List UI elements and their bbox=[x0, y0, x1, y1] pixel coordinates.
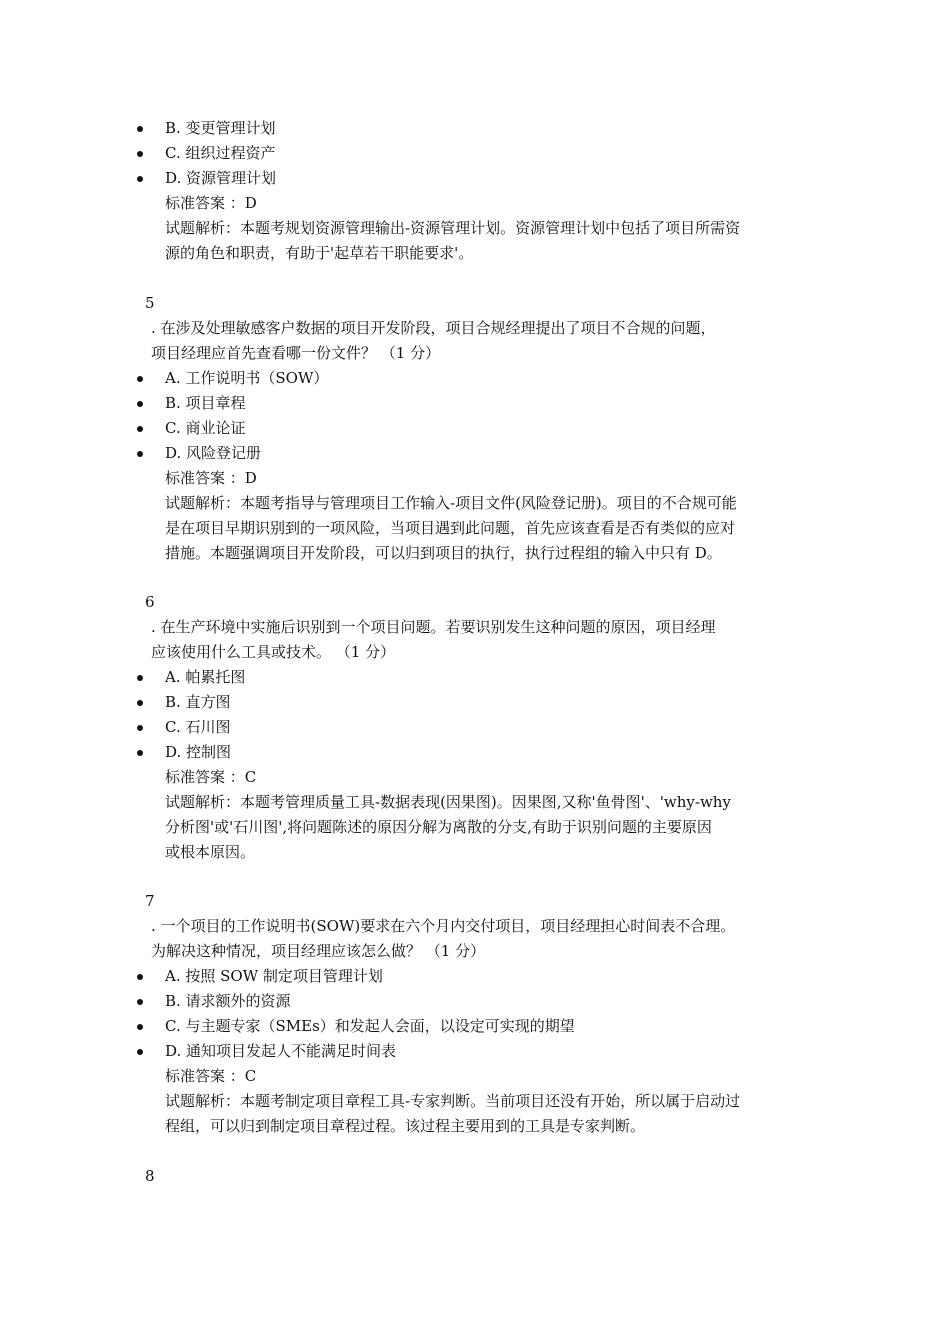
question-number: 7 bbox=[145, 892, 155, 910]
bullet-dot bbox=[137, 725, 143, 731]
bullet-dot bbox=[137, 999, 143, 1005]
question-text: . 一个项目的工作说明书(SOW)要求在六个月内交付项目，项目经理担心时间表不合理。 bbox=[151, 917, 736, 935]
option-c[interactable]: C. 商业论证 bbox=[165, 419, 246, 437]
option-d[interactable]: D. 资源管理计划 bbox=[165, 169, 277, 187]
explanation-line: 试题解析：本题考规划资源管理输出-资源管理计划。资源管理计划中包括了项目所需资 bbox=[165, 219, 741, 237]
option-d[interactable]: D. 通知项目发起人不能满足时间表 bbox=[165, 1042, 397, 1060]
option-b[interactable]: B. 请求额外的资源 bbox=[165, 992, 291, 1010]
option-a[interactable]: A. 按照 SOW 制定项目管理计划 bbox=[165, 967, 383, 985]
standard-answer: 标准答案 ：C bbox=[165, 768, 257, 786]
question-number: 8 bbox=[145, 1167, 155, 1185]
question-number: 5 bbox=[145, 294, 155, 312]
explanation-line: 是在项目早期识别到的一项风险，当项目遇到此问题，首先应该查看是否有类似的应对 bbox=[165, 519, 736, 537]
explanation-line: 措施。本题强调项目开发阶段，可以归到项目的执行，执行过程组的输入中只有 D。 bbox=[165, 544, 722, 562]
explanation-line: 试题解析：本题考指导与管理项目工作输入-项目文件(风险登记册)。项目的不合规可能 bbox=[165, 494, 737, 512]
bullet-dot bbox=[137, 151, 143, 157]
bullet-dot bbox=[137, 376, 143, 382]
bullet-dot bbox=[137, 974, 143, 980]
bullet-dot bbox=[137, 1049, 143, 1055]
option-b[interactable]: B. 变更管理计划 bbox=[165, 119, 276, 137]
explanation-line: 源的角色和职责，有助于'起草若干职能要求'。 bbox=[165, 244, 474, 262]
option-b[interactable]: B. 直方图 bbox=[165, 693, 231, 711]
explanation-line: 试题解析：本题考管理质量工具-数据表现(因果图)。因果图,又称'鱼骨图'、'why-why bbox=[165, 793, 731, 811]
bullet-dot bbox=[137, 700, 143, 706]
bullet-dot bbox=[137, 675, 143, 681]
bullet-dot bbox=[137, 451, 143, 457]
question-text: . 在生产环境中实施后识别到一个项目问题。若要识别发生这种问题的原因，项目经理 bbox=[151, 618, 716, 636]
option-c[interactable]: C. 组织过程资产 bbox=[165, 144, 276, 162]
question-text: 项目经理应首先查看哪一份文件？ （1 分） bbox=[151, 344, 441, 362]
option-b[interactable]: B. 项目章程 bbox=[165, 394, 246, 412]
bullet-dot bbox=[137, 1024, 143, 1030]
option-d[interactable]: D. 风险登记册 bbox=[165, 444, 262, 462]
bullet-dot bbox=[137, 401, 143, 407]
standard-answer: 标准答案 ：D bbox=[165, 469, 257, 487]
question-text: 应该使用什么工具或技术。 （1 分） bbox=[151, 643, 396, 661]
question-text: . 在涉及处理敏感客户数据的项目开发阶段，项目合规经理提出了项目不合规的问题， bbox=[151, 319, 716, 337]
bullet-dot bbox=[137, 426, 143, 432]
explanation-line: 或根本原因。 bbox=[165, 843, 256, 861]
question-text: 为解决这种情况，项目经理应该怎么做？ （1 分） bbox=[151, 942, 486, 960]
bullet-dot bbox=[137, 750, 143, 756]
option-a[interactable]: A. 工作说明书（SOW） bbox=[165, 369, 329, 387]
option-d[interactable]: D. 控制图 bbox=[165, 743, 232, 761]
explanation-line: 分析图'或'石川图',将问题陈述的原因分解为离散的分支,有助于识别问题的主要原因 bbox=[165, 818, 712, 836]
question-number: 6 bbox=[145, 593, 155, 611]
option-c[interactable]: C. 与主题专家（SMEs）和发起人会面，以设定可实现的期望 bbox=[165, 1017, 575, 1035]
explanation-line: 程组，可以归到制定项目章程过程。该过程主要用到的工具是专家判断。 bbox=[165, 1117, 646, 1135]
bullet-dot bbox=[137, 176, 143, 182]
bullet-dot bbox=[137, 126, 143, 132]
option-a[interactable]: A. 帕累托图 bbox=[165, 668, 246, 686]
option-c[interactable]: C. 石川图 bbox=[165, 718, 231, 736]
standard-answer: 标准答案 ：D bbox=[165, 194, 257, 212]
explanation-line: 试题解析：本题考制定项目章程工具-专家判断。当前项目还没有开始，所以属于启动过 bbox=[165, 1092, 741, 1110]
standard-answer: 标准答案 ：C bbox=[165, 1067, 257, 1085]
